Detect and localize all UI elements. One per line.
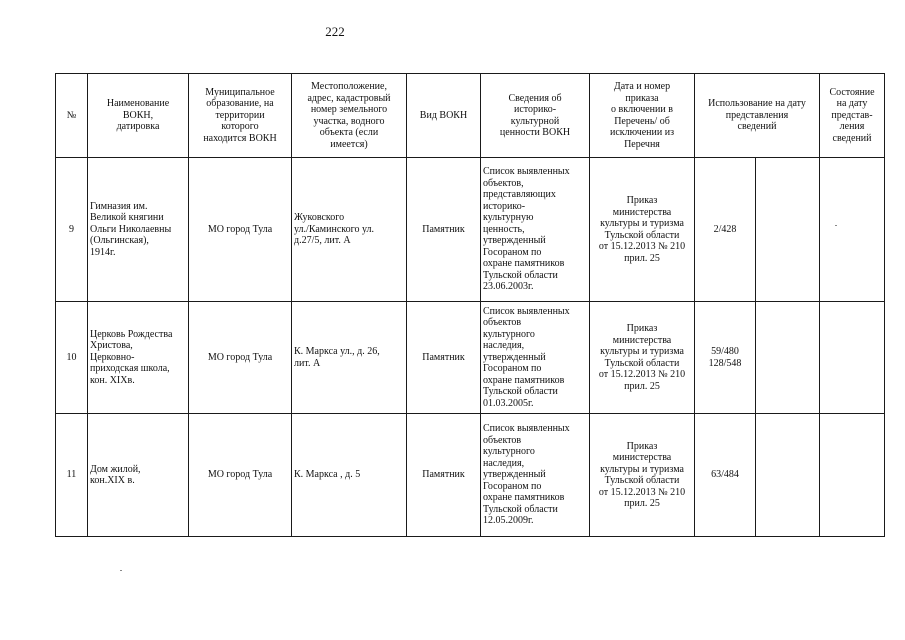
- page-number: 222: [325, 24, 345, 39]
- cell-state: [820, 414, 885, 537]
- cell-usage: 2/428: [695, 158, 756, 302]
- cell-usage-extra: [756, 414, 820, 537]
- cell-location: К. Маркса , д. 5: [292, 414, 407, 537]
- header-info: Сведения об историко- культурной ценности ВОКН: [481, 74, 590, 158]
- header-name: Наименование ВОКН, датировка: [88, 74, 189, 158]
- cell-name: Дом жилой, кон.XIX в.: [88, 414, 189, 537]
- scan-speck: [835, 225, 837, 226]
- cell-name: Церковь Рождества Христова, Церковно- приходская школа, кон. XIXв.: [88, 302, 189, 414]
- header-num: №: [56, 74, 88, 158]
- cell-location: К. Маркса ул., д. 26, лит. А: [292, 302, 407, 414]
- cell-usage: 63/484: [695, 414, 756, 537]
- cell-info: Список выявленных объектов, представляющих историко- культурную ценность, утвержденный Госораном по охране памятников Тульской области 23.06.2003г.: [481, 158, 590, 302]
- header-kind: Вид ВОКН: [407, 74, 481, 158]
- header-municipality: Муниципальное образование, на территории которого находится ВОКН: [189, 74, 292, 158]
- cell-info: Список выявленных объектов культурного наследия, утвержденный Госораном по охране памятников Тульской области 12.05.2009г.: [481, 414, 590, 537]
- cell-usage: 59/480 128/548: [695, 302, 756, 414]
- cell-municipality: МО город Тула: [189, 302, 292, 414]
- cell-state: [820, 158, 885, 302]
- header-location: Местоположение, адрес, кадастровый номер земельного участка, водного объекта (если имеется): [292, 74, 407, 158]
- scan-speck: [120, 570, 122, 571]
- table-row: [56, 302, 885, 414]
- cell-num: 10: [56, 302, 88, 414]
- cell-municipality: МО город Тула: [189, 414, 292, 537]
- cell-usage-extra: [756, 158, 820, 302]
- table-row: [56, 414, 885, 537]
- cell-order: Приказ министерства культуры и туризма Тульской области от 15.12.2013 № 210 прил. 25: [590, 302, 695, 414]
- cell-location: Жуковского ул./Каминского ул. д.27/5, лит. А: [292, 158, 407, 302]
- cell-order: Приказ министерства культуры и туризма Тульской области от 15.12.2013 № 210 прил. 25: [590, 158, 695, 302]
- header-order: Дата и номер приказа о включении в Перечень/ об исключении из Перечня: [590, 74, 695, 158]
- cell-kind: Памятник: [407, 158, 481, 302]
- cell-kind: Памятник: [407, 302, 481, 414]
- header-state: Состояние на дату представ- ления сведений: [820, 74, 885, 158]
- cell-usage-extra: [756, 302, 820, 414]
- cell-num: 11: [56, 414, 88, 537]
- table-row: [56, 158, 885, 302]
- cell-kind: Памятник: [407, 414, 481, 537]
- cell-num: 9: [56, 158, 88, 302]
- cell-name: Гимназия им. Великой княгини Ольги Николаевны (Ольгинская), 1914г.: [88, 158, 189, 302]
- cell-municipality: МО город Тула: [189, 158, 292, 302]
- table-header-row: [56, 74, 885, 158]
- cell-info: Список выявленных объектов культурного наследия, утвержденный Госораном по охране памятников Тульской области 01.03.2005г.: [481, 302, 590, 414]
- heritage-objects-table: [55, 73, 885, 537]
- cell-order: Приказ министерства культуры и туризма Тульской области от 15.12.2013 № 210 прил. 25: [590, 414, 695, 537]
- cell-state: [820, 302, 885, 414]
- header-usage: Использование на дату представления сведений: [695, 74, 820, 158]
